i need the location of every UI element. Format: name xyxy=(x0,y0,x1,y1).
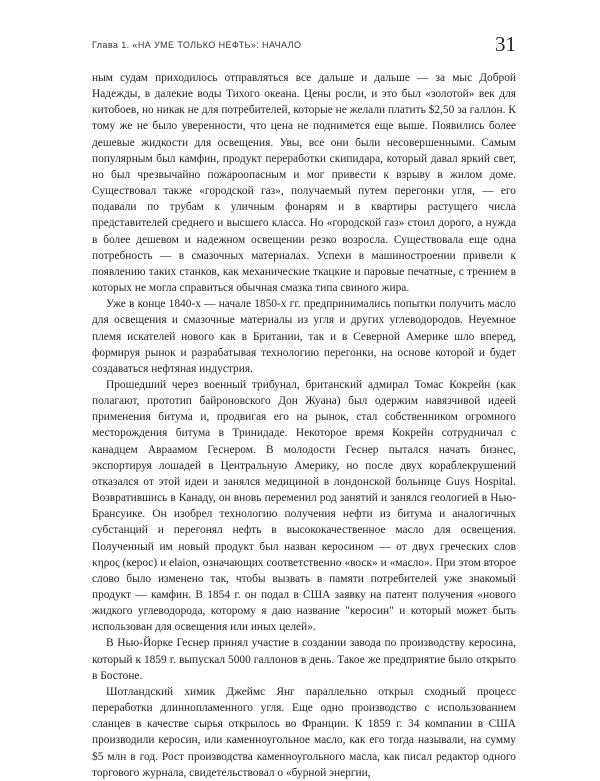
paragraph-james-young: Шотландский химик Джеймс Янг параллельно открыл сходный процесс переработки длиннопламенного угля. Еще одно производство с использованием сланцев в качестве сырья открылось во Франции. К 1859 г. 34 компании в США производили керосин, или каменноугольное масло, как его тогда называли, на сумму $5 млн в год. Рост производства каменноугольного масла, как писал редактор одного торгового журнала, свидетельствовал о «бурной энергии, xyxy=(92,685,516,779)
running-header xyxy=(92,32,516,60)
paragraph-continuation: ным судам приходилось отправляться все дальше и дальше — за мыс Доброй Надежды, в далекие воды Тихого океана. Цены росли, и это был «золотой» век для китобоев, но никак не для потребителей, которые не желали платить $2,50 за галлон. К тому же не было уверенности, что цена не поднимется еще выше. Появились более дешевые жидкости для освещения. Увы, все они были несовершенными. Самым популярным был камфин, продукт переработки скипидара, который давал яркий свет, но был чрезвычайно пожароопасным и мог привести к взрыву в жилом доме. Существовал также «городской газ», получаемый путем перегонки угля, — его подавали по трубам к уличным фонарям и в квартиры растущего числа представителей среднего и высшего класса. Но «городской газ» стоил дорого, а нужда в более дешевом и надежном освещении резко возросла. Существовала еще одна потребность — в смазочных материалах. Успехи в машиностроении привели к появлению таких станков, как механические ткацкие и паровые печатные, с трением в которых не могла справиться обычная смазка типа свиного жира. xyxy=(92,72,516,295)
paragraph-new-york-plant: В Нью-Йорке Геснер принял участие в создании завода по производству керосина, который к 1859 г. выпускал 5000 галлонов в день. Такое же предприятие было открыто в Бостоне. xyxy=(92,637,516,682)
body-text xyxy=(92,70,516,781)
chapter-title: Глава 1. «НА УМЕ ТОЛЬКО НЕФТЬ»: НАЧАЛО xyxy=(92,40,302,50)
page-number: 31 xyxy=(495,32,516,56)
paragraph-cochrane-gesner: Прошедший через военный трибунал, британский адмирал Томас Кокрейн (как полагают, прототип байроновского Дон Жуана) был одержим навязчивой идеей применения битума и, продвигая его на рынок, стал собственником огромного месторождения битума в Тринидаде. Некоторое время Кокрейн сотрудничал с канадцем Авраамом Геснером. В молодости Геснер пытался начать бизнес, экспортируя лошадей в Центральную Америку, но после двух кораблекрушений отказался от этой идеи и занялся медициной в лондонской больнице Guys Hospital. Возвратившись в Канаду, он вновь переменил род занятий и занялся геологией в Нью-Брансуике. Он изобрел технологию получения нефти из битума и аналогичных субстанций и перегонял нефть в высококачественное масло для освещения. Полученный им новый продукт был назван керосином — от двух греческих слов κηρος (керос) и elaion, означающих соответственно «воск» и «масло». При этом второе слово было изменено так, чтобы вызвать в памяти потребителей уже знакомый продукт — камфин. В 1854 г. он подал в США заявку на патент получения «нового жидкого углеводорода, которому я даю название "керосин" и который может быть использован для освещения или иных целей». xyxy=(92,378,516,634)
paragraph-coal-oil-attempts: Уже в конце 1840-х — начале 1850-х гг. предпринимались попытки получить масло для освещения и смазочные материалы из угля и других углеводородов. Неуемное племя искателей нового как в Британии, так и в Северной Америке шло вперед, формируя рынок и разрабатывая технологию перегонки, на основе которой и будет создаваться нефтяная индустрия. xyxy=(92,298,516,375)
